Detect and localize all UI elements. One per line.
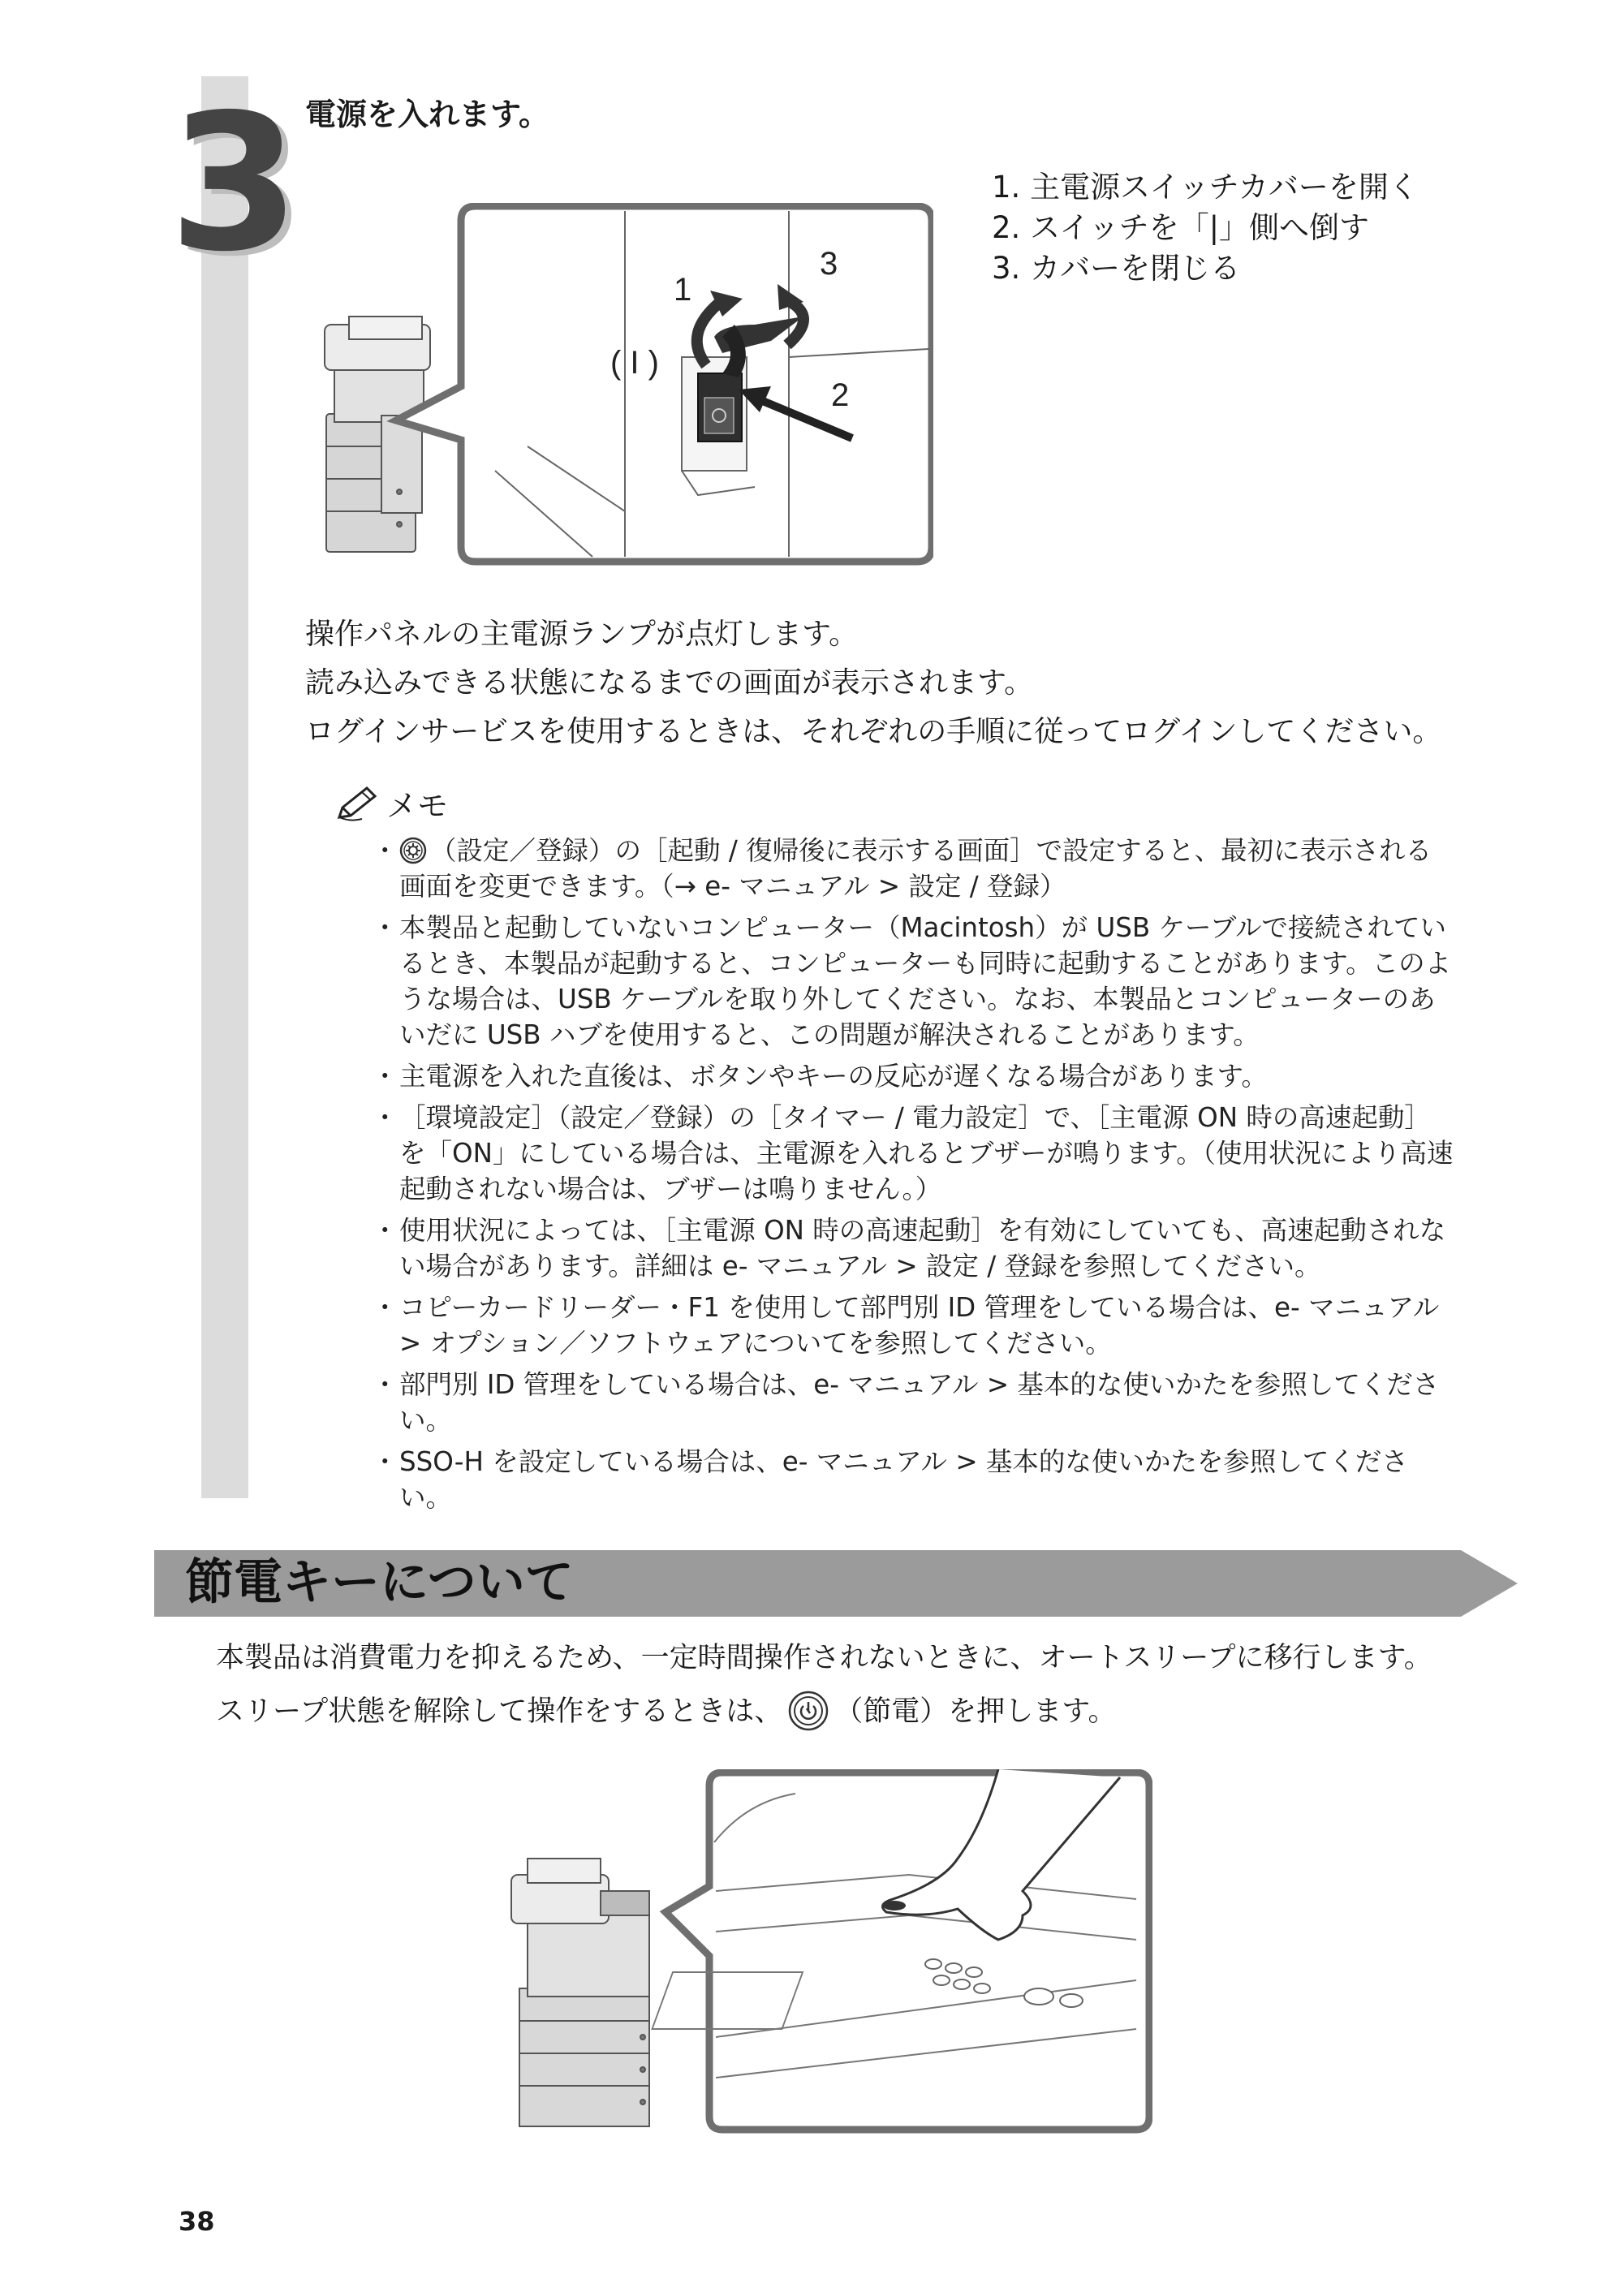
body-line: 操作パネルの主電源ランプが点灯します。 [305, 618, 859, 651]
energy-saver-icon [787, 1690, 829, 1732]
memo-item: ・ 部門別 ID 管理をしている場合は、e- マニュアル > 基本的な使いかたを参照してください。 [377, 1367, 1456, 1438]
power-switch-illustration [300, 203, 933, 568]
memo-label: メモ [386, 788, 449, 824]
page-number: 38 [179, 2206, 215, 2237]
settings-register-icon [399, 837, 427, 864]
section-line-after: （節電）を押します。 [834, 1695, 1117, 1728]
body-line: ログインサービスを使用するときは、それぞれの手順に従ってログインしてください。 [305, 715, 1442, 748]
copier-machine-image [511, 1859, 649, 2126]
sub-step: 1. 主電源スイッチカバーを開く [992, 170, 1419, 205]
step-number: 3 [169, 74, 295, 293]
memo-item: ・ ［環境設定］（設定／登録）の［タイマー / 電力設定］で、［主電源 ON 時の高速起動］を「ON」にしている場合は、主電源を入れるとブザーが鳴ります。（使用状況により高速起動されない場合は、ブザーは鳴りません。） [377, 1100, 1456, 1207]
section-line [216, 1685, 1432, 1738]
energy-saver-illustration [503, 1769, 1152, 2134]
memo-item: ・ 本製品と起動していないコンピューター（Macintosh）が USB ケーブルで接続されているとき、本製品が起動すると、コンピューターも同時に起動することがあります。このような場合は、USB ケーブルを取り外してください。なお、本製品とコンピューターのあいだに USB ハブを使用すると、この問題が解決されることがあります。 [377, 910, 1456, 1053]
section-line: 本製品は消費電力を抑えるため、一定時間操作されないときに、オートスリープに移行します。 [216, 1642, 1432, 1674]
sub-step: 3. カバーを閉じる [992, 251, 1241, 286]
section-line-before: スリープ状態を解除して操作をするときは、 [216, 1695, 783, 1728]
arrow-label-1: 1 [674, 272, 692, 308]
arrow-label-2: 2 [831, 377, 850, 413]
copier-machine-image [325, 317, 430, 552]
memo-item: ・ 主電源を入れた直後は、ボタンやキーの反応が遅くなる場合があります。 [377, 1058, 1456, 1094]
memo-item-text: （設定／登録）の［起動 / 復帰後に表示する画面］で設定すると、最初に表示される画面を変更できます。（→ e- マニュアル > 設定 / 登録） [399, 835, 1432, 902]
arrow-label-3: 3 [820, 246, 838, 282]
callout-frame [396, 206, 932, 562]
memo-item: ・ コピーカードリーダー・F1 を使用して部門別 ID 管理をしている場合は、e- マニュアル > オプション／ソフトウェアについてを参照してください。 [377, 1290, 1456, 1361]
pencil-memo-icon [334, 785, 381, 822]
memo-list [377, 833, 1456, 1521]
switch-on-label: ( I ) [610, 345, 659, 381]
sub-step-list [992, 167, 1419, 289]
memo-item [377, 833, 1456, 904]
body-line: 読み込みできる状態になるまでの画面が表示されます。 [305, 666, 1034, 700]
step-result-text [305, 610, 1441, 756]
section-title: 節電キーについて [185, 1554, 574, 1611]
memo-item: ・ SSO-H を設定している場合は、e- マニュアル > 基本的な使いかたを参照してください。 [377, 1444, 1456, 1515]
memo-item: ・ 使用状況によっては、［主電源 ON 時の高速起動］を有効にしていても、高速起動されない場合があります。詳細は e- マニュアル > 設定 / 登録を参照してください。 [377, 1213, 1456, 1284]
step-title: 電源を入れます。 [305, 97, 549, 132]
section-text [216, 1631, 1432, 1738]
sub-step: 2. スイッチを「|」側へ倒す [992, 210, 1370, 245]
memo-heading [334, 781, 448, 825]
